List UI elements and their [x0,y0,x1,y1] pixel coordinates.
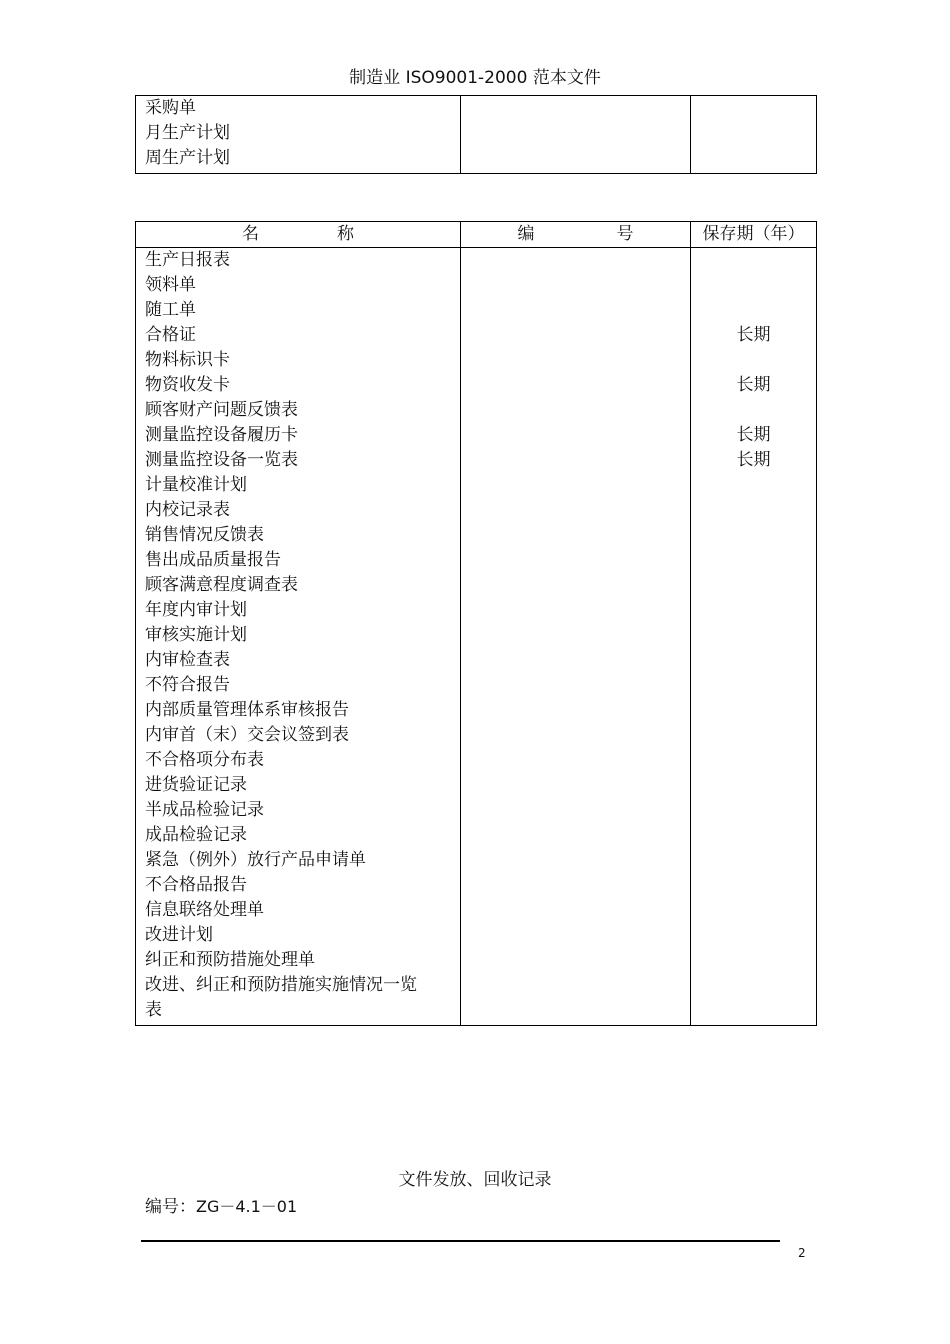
records-list-table [135,221,817,1026]
record-name: 计量校准计划 [145,475,247,495]
record-name: 月生产计划 [145,123,230,143]
record-retention [691,673,816,698]
document-number [145,1195,297,1219]
page-number: 2 [798,1246,806,1260]
record-retention [691,398,816,423]
record-retention [691,973,816,998]
record-name: 测量监控设备履历卡 [145,425,298,445]
record-name: 物料标识卡 [145,350,230,370]
record-retention [691,548,816,573]
record-name: 信息联络处理单 [145,900,264,920]
record-retention [691,598,816,623]
record-name: 进货验证记录 [145,775,247,795]
record-name: 表 [145,1000,162,1020]
record-name: 紧急（例外）放行产品申请单 [145,850,366,870]
record-code-cell [461,96,691,174]
record-name: 合格证 [145,325,196,345]
record-retention: 长期 [736,425,771,445]
record-name: 售出成品质量报告 [145,550,281,570]
record-name: 领料单 [145,275,196,295]
record-name: 改进计划 [145,925,213,945]
header-retention: 保存期（年） [691,222,817,248]
record-name: 顾客财产问题反馈表 [145,400,298,420]
record-name: 纠正和预防措施处理单 [145,950,315,970]
table-row [136,96,817,174]
record-retention [691,998,816,1023]
record-retention [691,298,816,323]
record-name: 测量监控设备一览表 [145,450,298,470]
record-retention-cell [691,248,817,1026]
record-retention [691,723,816,748]
record-retention [691,923,816,948]
document-number-value: ZG－4.1－01 [196,1197,298,1216]
record-retention [691,573,816,598]
record-retention [691,873,816,898]
record-retention: 长期 [736,325,771,345]
record-retention [691,623,816,648]
record-code-cell [461,248,691,1026]
record-name: 不合格项分布表 [145,750,264,770]
record-retention: 长期 [736,375,771,395]
record-name: 内校记录表 [145,500,230,520]
record-name: 审核实施计划 [145,625,247,645]
record-retention [691,698,816,723]
record-name: 物资收发卡 [145,375,230,395]
record-name: 随工单 [145,300,196,320]
continued-records-table [135,95,817,174]
header-code: 编号 [461,222,691,248]
record-name-cell [136,248,461,1026]
document-number-label: 编号： [145,1197,196,1217]
table-header-row [136,222,817,248]
record-retention [691,648,816,673]
record-name: 不合格品报告 [145,875,247,895]
record-retention [691,473,816,498]
table-row [136,248,817,1026]
footer-divider [141,1240,780,1242]
record-name: 生产日报表 [145,250,230,270]
record-name: 内审检查表 [145,650,230,670]
header-name: 名称 [136,222,461,248]
record-name-cell [136,96,461,174]
record-name: 改进、纠正和预防措施实施情况一览 [145,975,417,995]
record-name: 销售情况反馈表 [145,525,264,545]
record-name: 成品检验记录 [145,825,247,845]
record-retention [691,773,816,798]
record-name: 半成品检验记录 [145,800,264,820]
record-retention [691,798,816,823]
record-name: 采购单 [145,98,196,118]
record-name: 周生产计划 [145,148,230,168]
record-name: 内审首（末）交会议签到表 [145,725,349,745]
record-retention [691,848,816,873]
record-retention [691,248,816,273]
record-retention [691,748,816,773]
record-name: 顾客满意程度调查表 [145,575,298,595]
record-retention [691,523,816,548]
record-retention [691,948,816,973]
record-retention-cell [691,96,817,174]
record-retention [691,273,816,298]
record-retention [691,348,816,373]
page-header-title: 制造业 ISO9001-2000 范本文件 [349,68,601,88]
distribution-record-title: 文件发放、回收记录 [398,1170,552,1190]
record-name: 不符合报告 [145,675,230,695]
record-retention [691,498,816,523]
record-retention [691,898,816,923]
record-retention [691,823,816,848]
record-retention: 长期 [736,450,771,470]
record-name: 内部质量管理体系审核报告 [145,700,349,720]
record-name: 年度内审计划 [145,600,247,620]
